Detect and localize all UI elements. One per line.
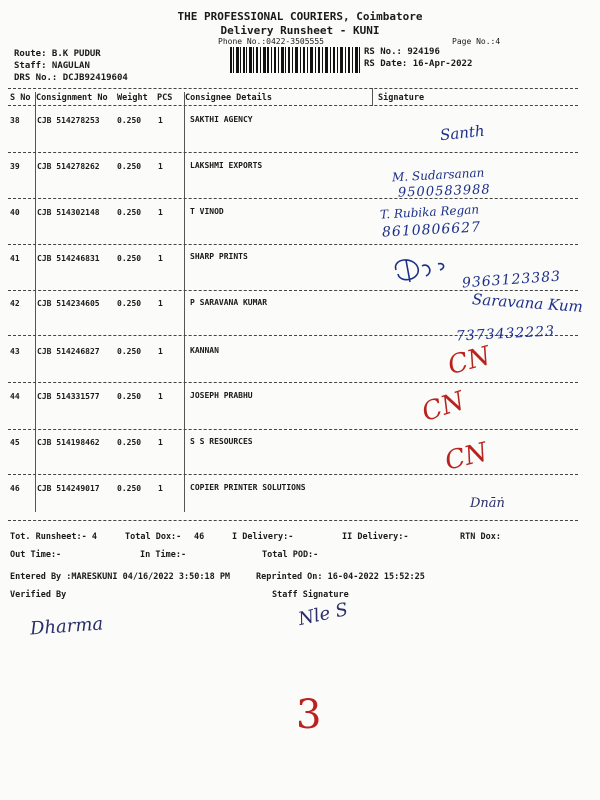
row-consignment: CJB 514234605 (37, 299, 100, 308)
row-weight: 0.250 (117, 254, 142, 263)
signature-46: Dnāṅ (470, 496, 505, 511)
entered-by: Entered By :MARESKUNI 04/16/2022 3:50:18 PM (10, 572, 231, 582)
row-consignment: CJB 514331577 (37, 392, 100, 401)
in-time: In Time:- (140, 550, 187, 560)
route-label: Route: B.K PUDUR (14, 49, 101, 59)
row-consignment: CJB 514278262 (37, 162, 100, 171)
row-pcs: 1 (158, 162, 163, 171)
col-header-pcs: PCS (157, 93, 173, 103)
signature-38: Santh (439, 121, 486, 145)
staff-signature-label: Staff Signature (272, 590, 349, 600)
row-sno: 44 (10, 392, 20, 401)
row-sno: 40 (10, 208, 20, 217)
row-consignment: CJB 514278253 (37, 116, 100, 125)
company-title: THE PROFESSIONAL COURIERS, Coimbatore (177, 10, 423, 23)
total-runsheet: Tot. Runsheet:- 4 (10, 532, 97, 542)
row-consignee: LAKSHMI EXPORTS (190, 161, 263, 170)
row-sno: 45 (10, 438, 20, 447)
row-pcs: 1 (158, 208, 163, 217)
row-weight: 0.250 (117, 116, 142, 125)
verified-by-signature: Dharma (29, 613, 104, 640)
row-consignee: SAKTHI AGENCY (190, 115, 253, 124)
page-number: Page No.:4 (452, 37, 501, 46)
signature-40-name: T. Rubika Regan (379, 202, 480, 222)
total-dox-value: 46 (194, 532, 205, 542)
phone-number: Phone No.:0422-3505555 (218, 37, 324, 46)
rs-number: RS No.: 924196 (364, 47, 440, 57)
signature-42-name: Saravana Kum (471, 290, 584, 316)
row-consignment: CJB 514249017 (37, 484, 100, 493)
verified-by-label: Verified By (10, 590, 67, 600)
row-sno: 38 (10, 116, 20, 125)
cn-mark-43: CN (444, 340, 494, 382)
row-pcs: 1 (158, 347, 163, 356)
table-top-rule (8, 88, 578, 89)
staff-label: Staff: NAGULAN (14, 61, 90, 71)
row-consignee: COPIER PRINTER SOLUTIONS (190, 483, 306, 492)
row-weight: 0.250 (117, 162, 142, 171)
row-sno: 41 (10, 254, 20, 263)
i-delivery: I Delivery:- (232, 532, 294, 542)
cn-mark-45: CN (442, 437, 491, 477)
row-consignee: S S RESOURCES (190, 437, 253, 446)
row-weight: 0.250 (117, 208, 142, 217)
row-consignee: KANNAN (190, 346, 219, 355)
column-divider (35, 92, 36, 512)
row-consignment: CJB 514198462 (37, 438, 100, 447)
cn-mark-44: CN (418, 386, 469, 428)
total-pod: Total POD:- (262, 550, 319, 560)
row-pcs: 1 (158, 484, 163, 493)
row-consignment: CJB 514302148 (37, 208, 100, 217)
row-pcs: 1 (158, 116, 163, 125)
row-pcs: 1 (158, 254, 163, 263)
col-header-consignment: Consignment No (36, 93, 108, 103)
row-weight: 0.250 (117, 438, 142, 447)
row-divider (8, 429, 578, 430)
ii-delivery: II Delivery:- (342, 532, 409, 542)
row-pcs: 1 (158, 299, 163, 308)
table-header-rule (8, 105, 578, 106)
row-pcs: 1 (158, 438, 163, 447)
row-weight: 0.250 (117, 347, 142, 356)
signature-column-divider (372, 88, 373, 106)
row-weight: 0.250 (117, 299, 142, 308)
drs-number: DRS No.: DCJB92419604 (14, 73, 128, 83)
row-consignee: T VINOD (190, 207, 224, 216)
table-bottom-rule (8, 520, 578, 521)
col-header-consignee: Consignee Details (185, 93, 272, 103)
row-pcs: 1 (158, 392, 163, 401)
page-mark-number: 3 (296, 692, 322, 738)
row-divider (8, 474, 578, 475)
row-sno: 42 (10, 299, 20, 308)
row-divider (8, 152, 578, 153)
row-divider (8, 244, 578, 245)
column-divider (184, 92, 185, 512)
row-consignee: SHARP PRINTS (190, 252, 248, 261)
row-divider (8, 382, 578, 383)
row-sno: 46 (10, 484, 20, 493)
signature-39-name: M. Sudarsanan (391, 165, 485, 185)
row-sno: 39 (10, 162, 20, 171)
row-divider (8, 198, 578, 199)
total-dox-label: Total Dox:- (125, 532, 182, 542)
rs-date: RS Date: 16-Apr-2022 (364, 59, 473, 69)
out-time: Out Time:- (10, 550, 62, 560)
signature-41-phone: 9363123383 (461, 268, 562, 292)
row-consignment: CJB 514246827 (37, 347, 100, 356)
row-consignee: JOSEPH PRABHU (190, 391, 253, 400)
signature-42-phone: 7373432223 (455, 323, 556, 345)
col-header-weight: Weight (117, 93, 148, 103)
row-consignment: CJB 514246831 (37, 254, 100, 263)
rtn-dox: RTN Dox: (460, 532, 501, 542)
barcode-image (230, 47, 360, 73)
signature-41-scribble (388, 252, 468, 288)
row-sno: 43 (10, 347, 20, 356)
row-weight: 0.250 (117, 392, 142, 401)
reprinted-on: Reprinted On: 16-04-2022 15:52:25 (256, 572, 425, 582)
row-consignee: P SARAVANA KUMAR (190, 298, 268, 307)
runsheet-title: Delivery Runsheet - KUNI (220, 24, 380, 37)
signature-39-phone: 9500583988 (397, 182, 491, 201)
col-header-signature: Signature (378, 93, 425, 103)
row-weight: 0.250 (117, 484, 142, 493)
col-header-sno: S No (10, 93, 31, 103)
staff-signature-handwritten: Nle S (296, 599, 350, 630)
signature-40-phone: 8610806627 (381, 219, 482, 241)
